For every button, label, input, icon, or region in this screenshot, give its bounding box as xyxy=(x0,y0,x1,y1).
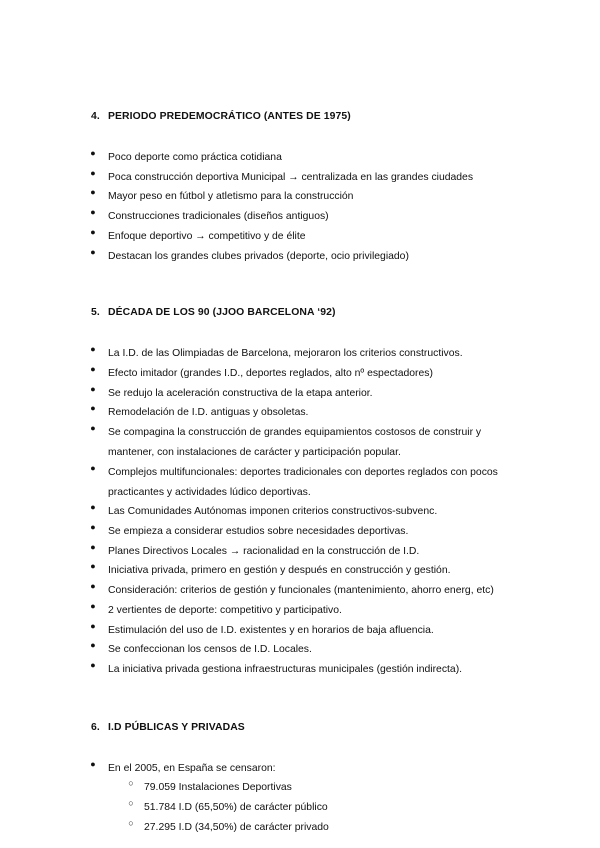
bullet-icon: ● xyxy=(90,207,96,217)
list-item-text: Complejos multifuncionales: deportes tradicionales con deportes reglados con pocos practicantes y actividades lúdico deportivas. xyxy=(108,467,498,498)
list-item-text: Se redujo la aceleración constructiva de la etapa anterior. xyxy=(108,388,373,399)
bullet-icon: ● xyxy=(90,344,96,354)
list-item-text: La I.D. de las Olimpiadas de Barcelona, mejoraron los criterios constructivos. xyxy=(108,348,463,359)
hollow-bullet-icon: ○ xyxy=(128,778,134,788)
list-item-text: Construcciones tradicionales (diseños antiguos) xyxy=(108,211,329,222)
list-item-text: Remodelación de I.D. antiguas y obsoletas. xyxy=(108,407,309,418)
bullet-icon: ● xyxy=(90,168,96,178)
bullet-icon: ● xyxy=(90,759,96,769)
bullet-icon: ● xyxy=(90,522,96,532)
bullet-icon: ● xyxy=(90,561,96,571)
bullet-icon: ● xyxy=(90,621,96,631)
list-item-text: Destacan los grandes clubes privados (deporte, ocio privilegiado) xyxy=(108,251,409,262)
list-item-text: Se confeccionan los censos de I.D. Locales. xyxy=(108,644,312,655)
bullet-icon: ● xyxy=(90,403,96,413)
list-item-text: La iniciativa privada gestiona infraestructuras municipales (gestión indirecta). xyxy=(108,664,463,675)
list-item-text: Se empieza a considerar estudios sobre necesidades deportivas. xyxy=(108,526,409,537)
section-title: DÉCADA DE LOS 90 (JJOO BARCELONA ‘92) xyxy=(108,307,336,318)
hollow-bullet-icon: ○ xyxy=(128,818,134,828)
section-number: 6. xyxy=(91,722,100,733)
section-4-heading xyxy=(91,111,351,122)
bullet-icon: ● xyxy=(90,247,96,257)
bullet-icon: ● xyxy=(90,364,96,374)
bullet-icon: ● xyxy=(90,660,96,670)
bullet-icon: ● xyxy=(90,640,96,650)
sub-list-item-text: 79.059 Instalaciones Deportivas xyxy=(144,782,292,793)
section-number: 4. xyxy=(91,111,100,122)
section-6-heading xyxy=(91,722,245,733)
list-item-text: Planes Directivos Locales → racionalidad en la construcción de I.D. xyxy=(108,546,420,557)
hollow-bullet-icon: ○ xyxy=(128,798,134,808)
list-item-text: Enfoque deportivo → competitivo y de élite xyxy=(108,231,306,242)
bullet-icon: ● xyxy=(90,423,96,433)
bullet-icon: ● xyxy=(90,384,96,394)
bullet-icon: ● xyxy=(90,601,96,611)
section-number: 5. xyxy=(91,307,100,318)
list-item-text: Estimulación del uso de I.D. existentes y en horarios de baja afluencia. xyxy=(108,625,434,636)
bullet-icon: ● xyxy=(90,463,96,473)
section-title: PERIODO PREDEMOCRÁTICO (ANTES DE 1975) xyxy=(108,111,351,122)
bullet-icon: ● xyxy=(90,581,96,591)
bullet-icon: ● xyxy=(90,227,96,237)
list-item-text: En el 2005, en España se censaron: xyxy=(108,763,276,774)
list-item-text: Consideración: criterios de gestión y funcionales (mantenimiento, ahorro energ, etc) xyxy=(108,585,494,596)
sub-list-item-text: 27.295 I.D (34,50%) de carácter privado xyxy=(144,822,329,833)
list-item-text: Mayor peso en fútbol y atletismo para la construcción xyxy=(108,191,354,202)
list-item-text: Iniciativa privada, primero en gestión y después en construcción y gestión. xyxy=(108,565,451,576)
list-item-text: Efecto imitador (grandes I.D., deportes reglados, alto nº espectadores) xyxy=(108,368,433,379)
bullet-icon: ● xyxy=(90,542,96,552)
sub-list-item-text: 51.784 I.D (65,50%) de carácter público xyxy=(144,802,328,813)
bullet-icon: ● xyxy=(90,502,96,512)
section-title: I.D PÚBLICAS Y PRIVADAS xyxy=(108,722,245,733)
list-item-text: Las Comunidades Autónomas imponen criterios constructivos-subvenc. xyxy=(108,506,438,517)
list-item-text: Poca construcción deportiva Municipal → centralizada en las grandes ciudades xyxy=(108,172,474,183)
list-item-text: 2 vertientes de deporte: competitivo y participativo. xyxy=(108,605,342,616)
list-item-text: Se compagina la construcción de grandes equipamientos costosos de construir y mantener, con instalaciones de carácter y participación popular. xyxy=(108,427,482,458)
bullet-icon: ● xyxy=(90,148,96,158)
list-item-text: Poco deporte como práctica cotidiana xyxy=(108,152,282,163)
bullet-icon: ● xyxy=(90,187,96,197)
section-5-heading xyxy=(91,307,336,318)
